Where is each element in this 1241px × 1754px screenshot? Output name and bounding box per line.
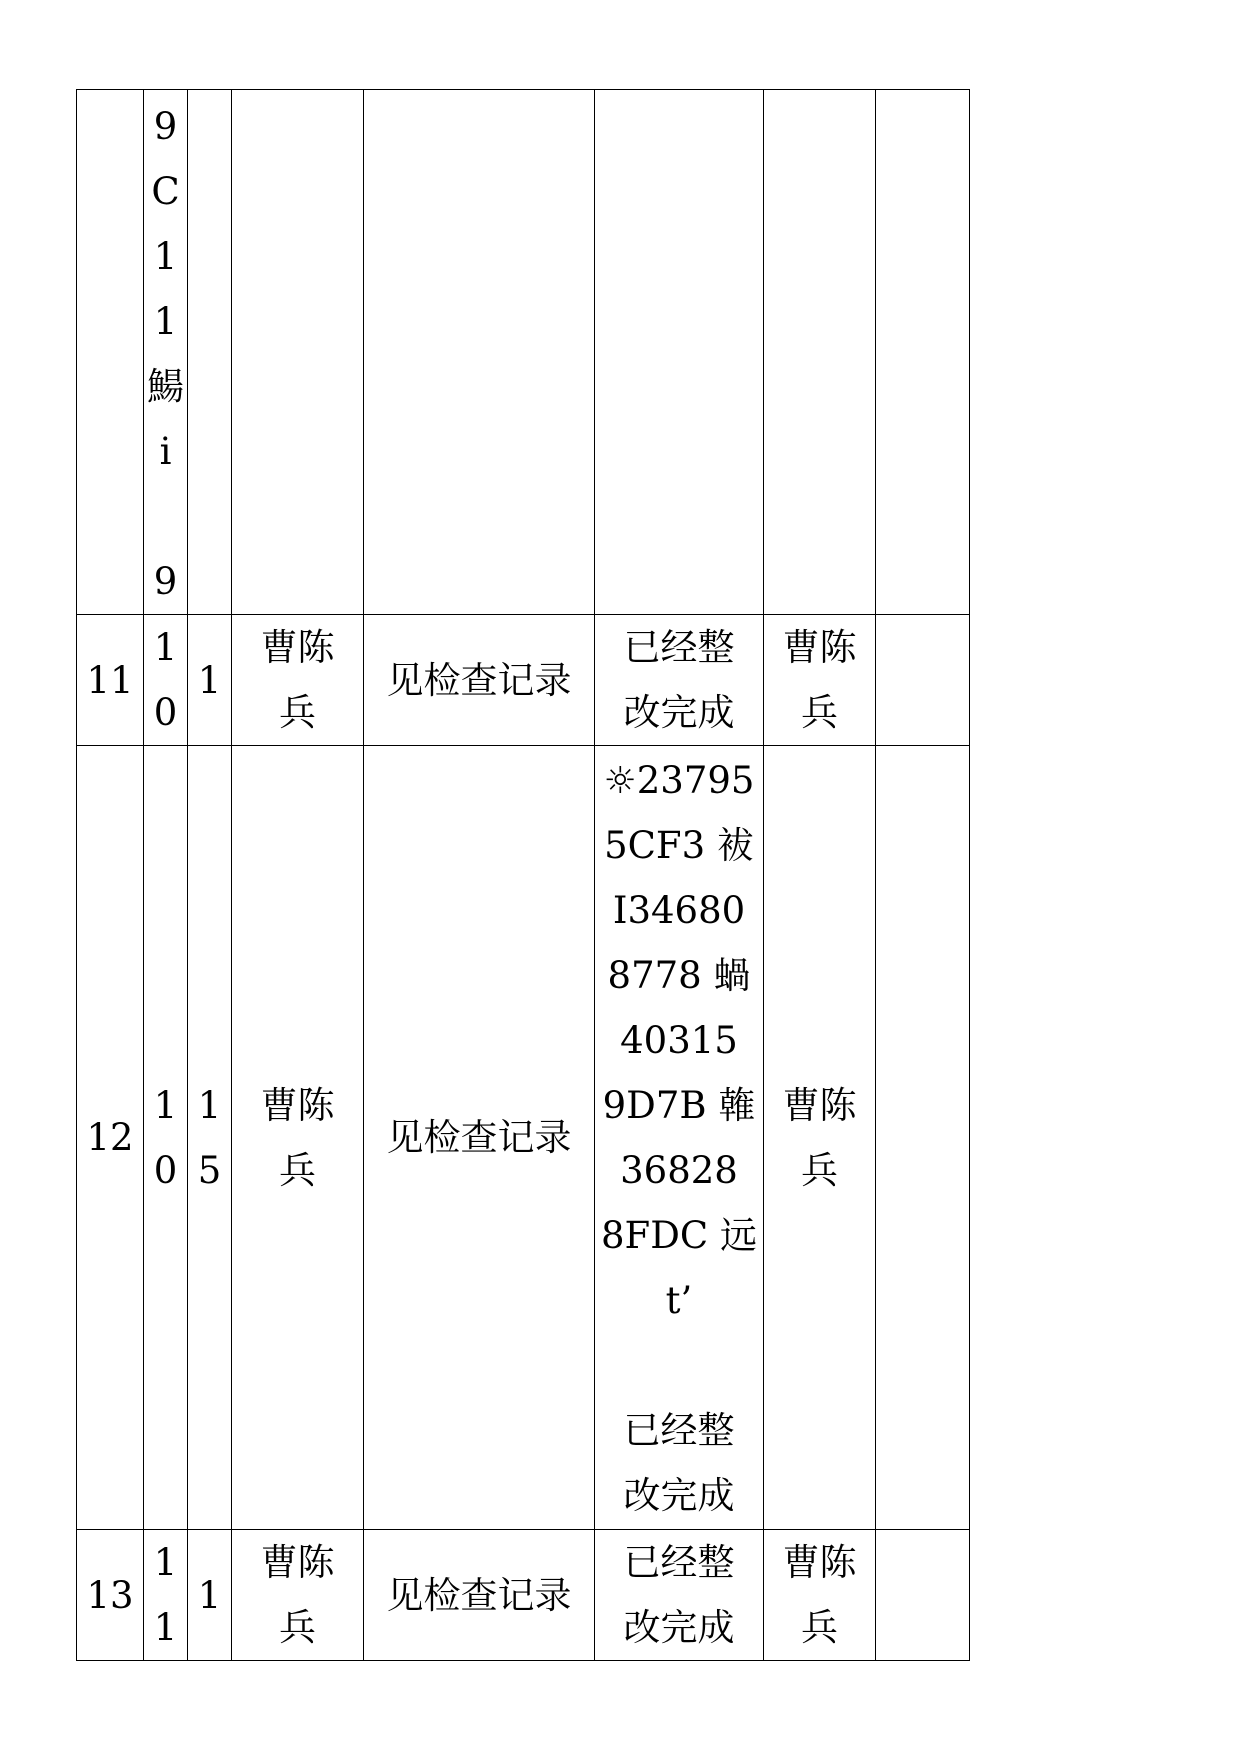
char: 1 (153, 626, 178, 669)
count-cell (188, 1530, 232, 1661)
text-line: 兵 (801, 1606, 838, 1649)
text-line: 兵 (279, 691, 316, 734)
text-line: 兵 (279, 1148, 316, 1192)
char: 9 (153, 105, 178, 148)
empty-cell (232, 90, 364, 615)
vertical-text-cell (144, 746, 188, 1530)
row-index-cell (77, 90, 144, 615)
finding-cell: 见检查记录 (364, 615, 595, 746)
text-line: 40315 (620, 1018, 738, 1062)
vertical-text-cell (144, 615, 188, 746)
char: 1 (197, 658, 222, 702)
table-row (77, 615, 970, 746)
text-line: 36828 (620, 1148, 738, 1192)
char: 1 (153, 1083, 178, 1127)
char: 5 (197, 1148, 222, 1192)
text-line: ☼23795 (603, 758, 755, 802)
text-line: 曹陈 (260, 1541, 335, 1584)
finding-cell: 见检查记录 (364, 746, 595, 1530)
finding-cell: 见检查记录 (364, 1530, 595, 1661)
row-index-cell: 12 (77, 746, 144, 1530)
text-line: I34680 (612, 888, 746, 932)
status-cell (595, 1530, 764, 1661)
note-cell (876, 90, 970, 615)
text-line: 改完成 (623, 1606, 735, 1649)
char: C (151, 170, 180, 213)
vertical-text-cell (144, 90, 188, 615)
responsible-person-cell (232, 615, 364, 746)
responsible-person-cell (232, 1530, 364, 1661)
text-line: 已经整 (623, 1541, 735, 1584)
text-line: 兵 (279, 1606, 316, 1649)
text-line: 曹陈 (782, 1541, 857, 1584)
char: 1 (197, 1083, 222, 1127)
responsible-person-cell (232, 746, 364, 1530)
empty-cell (764, 90, 876, 615)
text-line: 8FDC 远 (601, 1213, 757, 1257)
verifier-cell (764, 1530, 876, 1661)
note-cell (876, 746, 970, 1530)
inspection-table (76, 89, 970, 1661)
row-index-cell: 13 (77, 1530, 144, 1661)
note-cell (876, 615, 970, 746)
text-line: 改完成 (623, 1473, 735, 1517)
status-cell (595, 746, 764, 1530)
text-line: 8778 蝸 (607, 953, 751, 997)
char: i (159, 430, 172, 473)
text-line: 曹陈 (782, 626, 857, 669)
table-row (77, 1530, 970, 1661)
text-line: 5CF3 袚 (604, 823, 754, 867)
row-index-cell: 11 (77, 615, 144, 746)
char: 1 (153, 1541, 178, 1584)
text-line: 已经整 (623, 626, 735, 669)
char: 1 (153, 300, 178, 343)
char: 1 (197, 1573, 222, 1617)
char: 0 (153, 1148, 178, 1192)
char: 9 (153, 560, 178, 603)
char: 0 (153, 691, 178, 734)
empty-cell (188, 90, 232, 615)
table-row (77, 90, 970, 615)
text-line: 兵 (801, 1148, 838, 1192)
text-line: 曹陈 (260, 626, 335, 669)
char: 1 (153, 1606, 178, 1649)
count-cell (188, 746, 232, 1530)
char: 鰑 (147, 365, 184, 408)
verifier-cell (764, 615, 876, 746)
vertical-text-cell (144, 1530, 188, 1661)
text-line: 已经整 (623, 1408, 735, 1452)
empty-cell (595, 90, 764, 615)
text-line: 改完成 (623, 691, 735, 734)
empty-cell (364, 90, 595, 615)
text-line (595, 1333, 763, 1398)
table-row (77, 746, 970, 1530)
text-line: 曹陈 (260, 1083, 335, 1127)
text-line: 兵 (801, 691, 838, 734)
char (144, 484, 187, 549)
text-line: 9D7B 雗 (602, 1083, 756, 1127)
char: 1 (153, 235, 178, 278)
text-line: t’ (665, 1278, 693, 1322)
status-cell (595, 615, 764, 746)
verifier-cell (764, 746, 876, 1530)
text-line: 曹陈 (782, 1083, 857, 1127)
note-cell (876, 1530, 970, 1661)
count-cell (188, 615, 232, 746)
